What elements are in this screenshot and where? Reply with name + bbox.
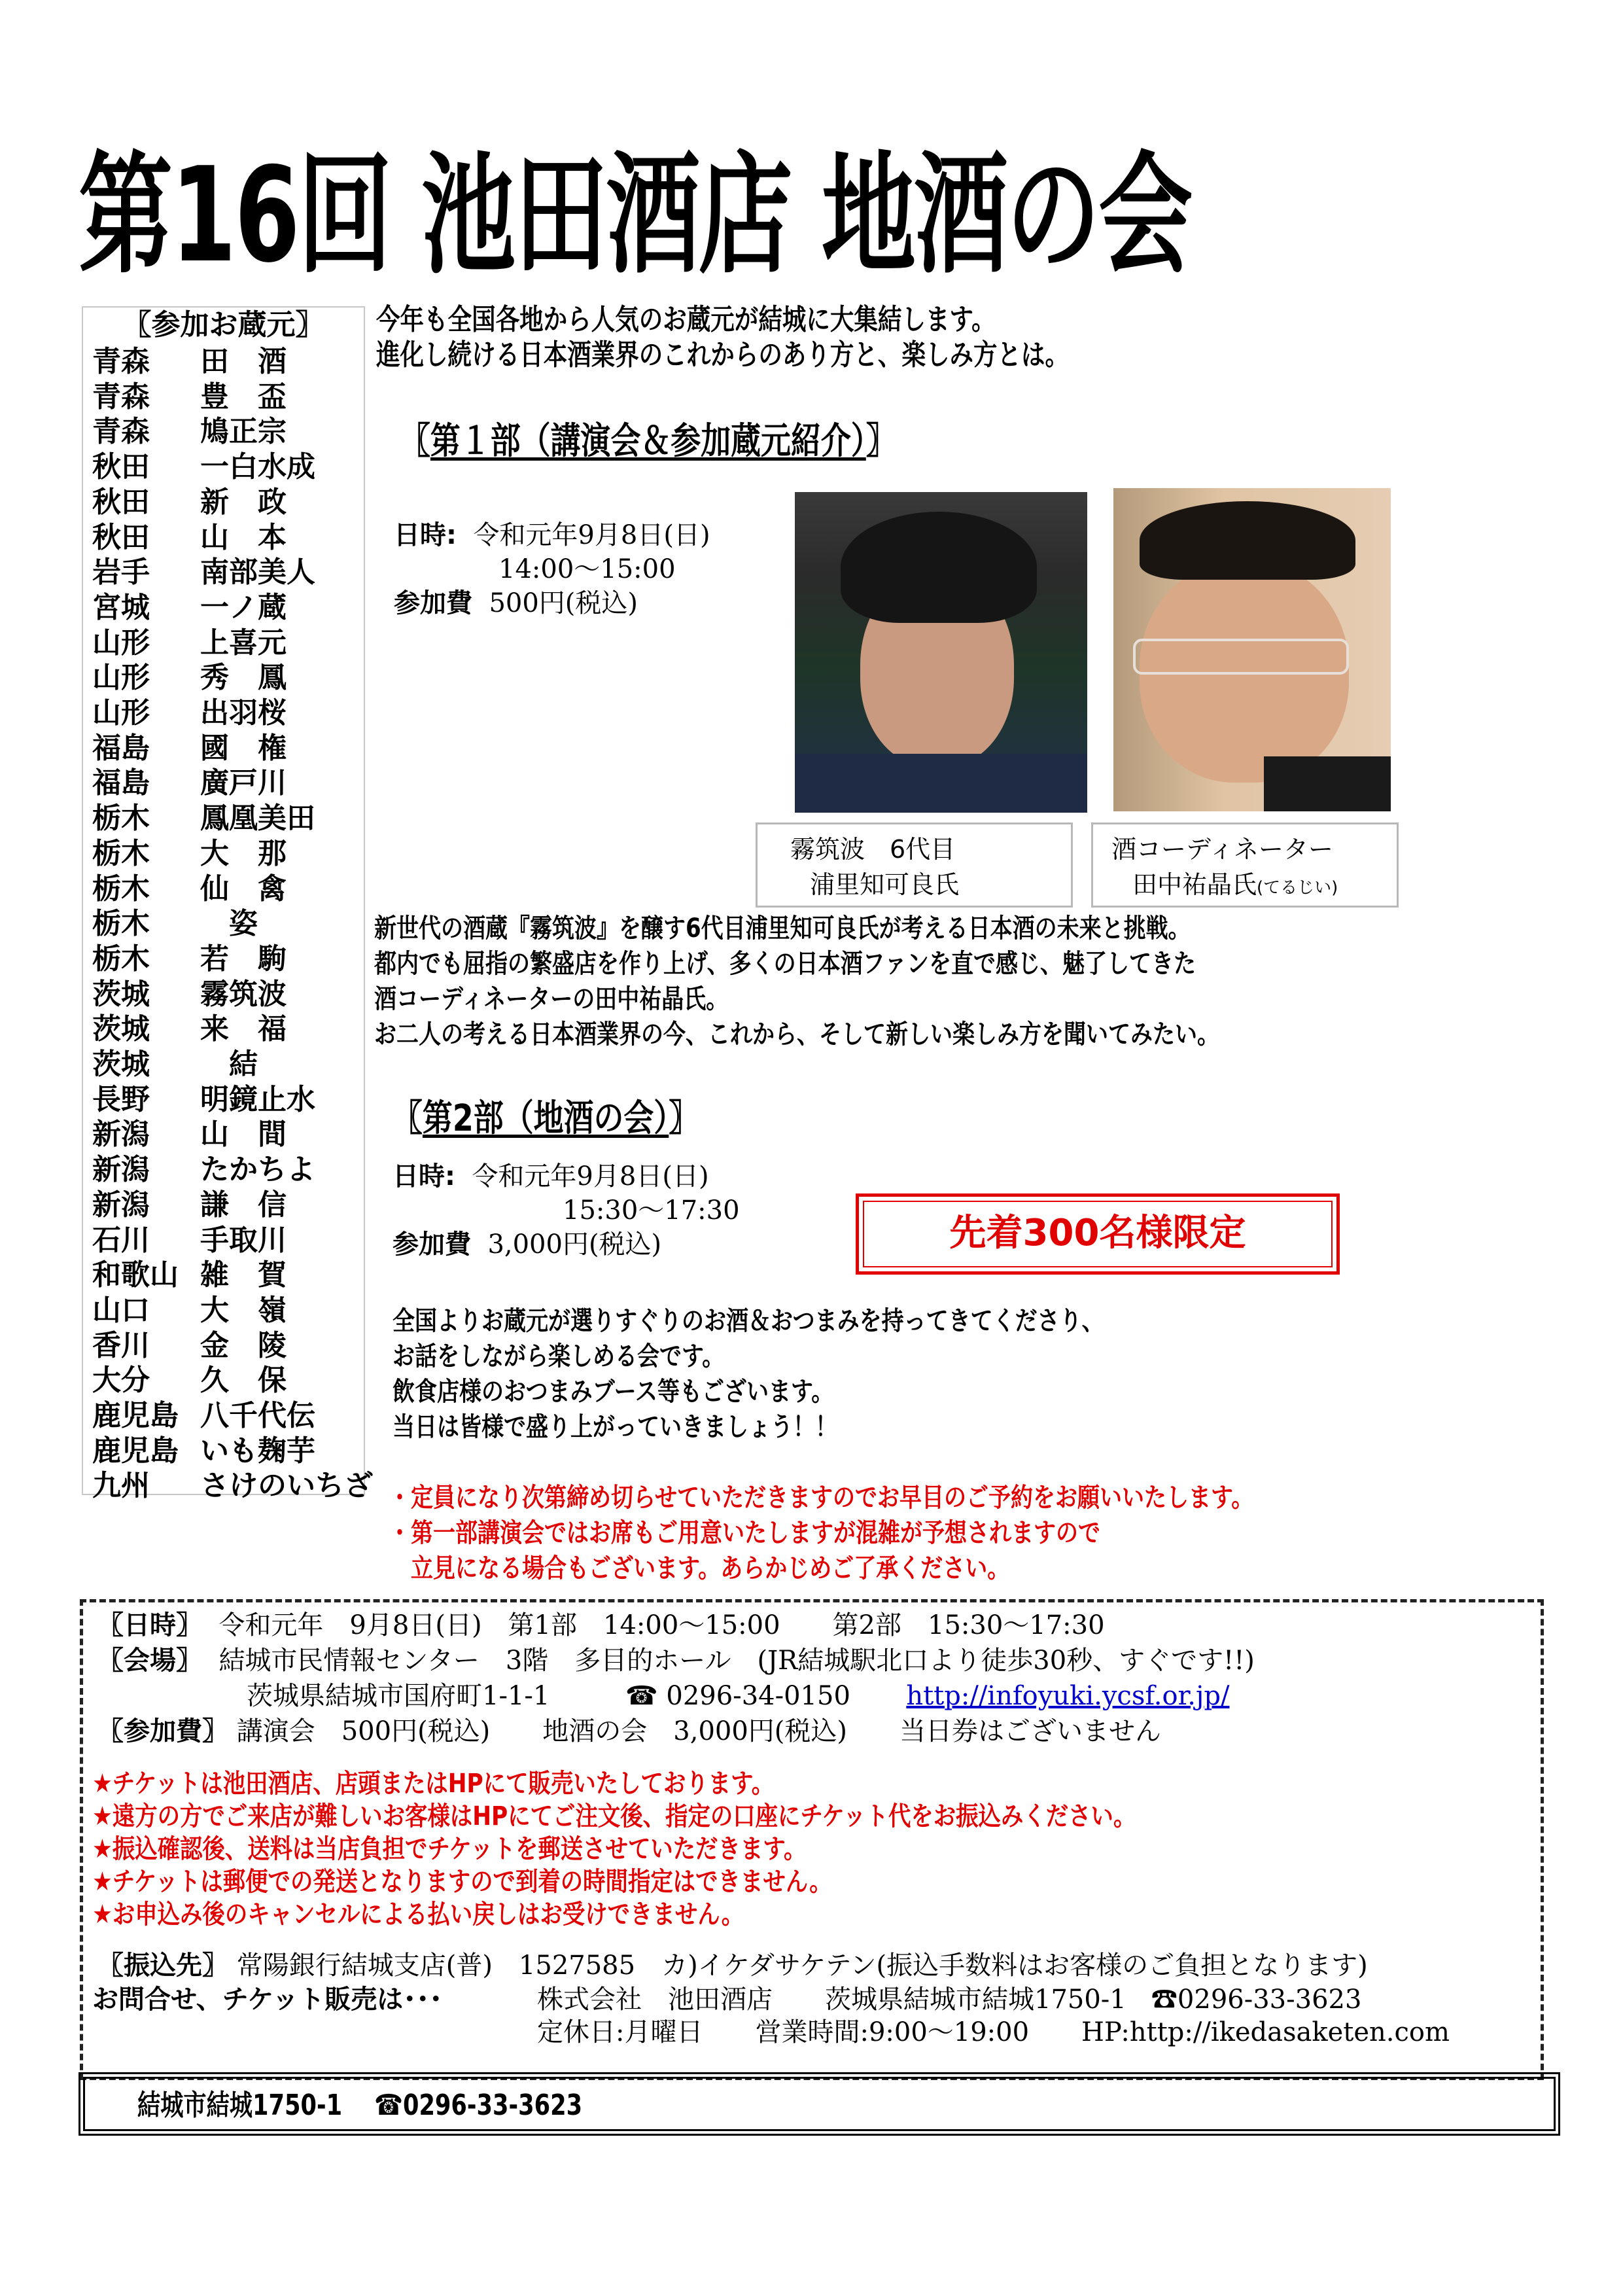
brewer-prefecture: 宮城 [92,590,150,624]
brewer-name: 結 [200,1048,258,1081]
fee-label: 参加費 [394,588,472,618]
brewer-name: 明鏡止水 [200,1082,315,1116]
fee-label: 参加費 [393,1229,471,1260]
details-fee-row: 〖参加費〗 講演会 500円(税込) 地酒の会 3,000円(税込) 当日券はございません [97,1716,1161,1746]
brewer-name: 大 那 [200,836,287,870]
brewer-prefecture: 岩手 [92,556,150,590]
date-label: 日時: [393,1161,455,1192]
brewer-prefecture: 新潟 [92,1188,150,1222]
time-value: 15:30～17:30 [563,1195,740,1226]
speaker-caption-tanaka: 酒コーディネーター 田中祐晶氏(てるじい) [1091,822,1399,908]
brewer-name: 謙 信 [200,1188,287,1222]
part2-heading: 〖第2部（地酒の会）〗 [393,1097,699,1140]
brewer-prefecture: 長野 [92,1082,150,1116]
brewer-name: さけのいちざ [200,1469,373,1503]
brewer-item [92,1012,287,1047]
phone-icon: ☎ [1151,1985,1178,2015]
footer-address: 結城市結城1750-1 [137,2089,343,2122]
brewer-item [92,801,315,836]
brewer-prefecture: 福島 [92,731,150,765]
brewer-name: 山 本 [200,520,287,554]
brewer-item [92,696,287,731]
intro-line: 進化し続ける日本酒業界のこれからのあり方と、楽しみ方とは。 [376,338,1070,372]
contact-hours-row: 定休日:月曜日 営業時間:9:00～19:00 HP:http://ikedasaketen.com [537,2017,1450,2047]
brewer-item [92,1328,287,1364]
fee-value: 3,000円(税込) [487,1229,662,1260]
brewer-prefecture: 青森 [92,415,150,449]
limit-badge: 先着300名様限定 [856,1193,1340,1275]
brewer-item [92,1293,287,1328]
ticket-note: ★お申込み後のキャンセルによる払い戻しはお受けできません。 [92,1899,744,1930]
brewer-name: 上喜元 [200,626,287,660]
brewer-item [92,344,287,380]
ticket-note: ★チケットは池田酒店、店頭またはHPにて販売いたしております。 [92,1769,775,1799]
speaker-photo-tanaka [1113,488,1391,811]
speaker-caption-urasato: 霧筑波 6代目 浦里知可良氏 [756,822,1073,908]
brewer-prefecture: 大分 [92,1364,150,1398]
brewer-prefecture: 福島 [92,766,150,800]
brewer-name: 金 陵 [200,1328,287,1362]
brewer-name: 田 酒 [200,345,287,378]
brewer-prefecture: 秋田 [92,450,150,484]
intro-line: 今年も全国各地から人気のお蔵元が結城に大集結します。 [376,303,996,336]
date-value: 令和元年9月8日(日) [473,520,710,550]
brewer-item [92,1434,315,1469]
brewer-prefecture: 青森 [92,345,150,378]
footer-contact [79,2072,1560,2136]
brewer-name: いも麹芋 [200,1434,315,1468]
ticket-note: ★振込確認後、送料は当店負担でチケットを郵送させていただきます。 [92,1834,807,1864]
brewer-prefecture: 新潟 [92,1153,150,1187]
brewer-prefecture: 茨城 [92,977,150,1011]
brewer-name: 来 福 [200,1012,287,1046]
brewers-list [82,306,373,1503]
brewer-item [92,836,287,872]
brewer-name: 姿 [200,907,258,941]
brewers-heading: 〖参加お蔵元〗 [122,308,324,342]
brewer-prefecture: 青森 [92,380,150,414]
brewer-item [92,660,287,696]
brewer-name: 豊 盃 [200,380,287,414]
brewer-name: 若 駒 [200,942,287,976]
brewer-item [92,766,287,801]
brewer-prefecture: 栃木 [92,907,150,941]
details-venue-row: 〖会場〗 結城市民情報センター 3階 多目的ホール (JR結城駅北口より徒歩30秒、すぐです!!) [97,1646,1255,1676]
brewer-prefecture: 香川 [92,1328,150,1362]
brewer-name: 山 間 [200,1118,287,1152]
brewer-prefecture: 山形 [92,661,150,695]
brewer-item [92,977,287,1012]
brewer-item [92,906,258,942]
brewer-name: 秀 鳳 [200,661,287,695]
brewer-name: 國 権 [200,731,287,765]
brewer-prefecture: 九州 [92,1469,150,1503]
phone-icon: ☎ [374,2089,403,2122]
brewer-item [92,1047,258,1082]
brewer-name: 南部美人 [200,556,315,590]
speaker-photo-urasato [795,492,1087,813]
brewer-prefecture: 山口 [92,1293,150,1327]
brewer-prefecture: 茨城 [92,1048,150,1081]
brewer-name: 鳩正宗 [200,415,287,449]
brewer-prefecture: 和歌山 [92,1258,179,1292]
brewer-name: 久 保 [200,1364,287,1398]
brewer-prefecture: 鹿児島 [92,1399,179,1432]
venue-link[interactable]: http://infoyuki.ycsf.or.jp/ [906,1681,1230,1711]
brewer-item [92,942,287,977]
brewer-item [92,414,287,450]
brewer-name: 仙 禽 [200,872,287,906]
date-value: 令和元年9月8日(日) [472,1161,709,1192]
brewer-item [92,590,287,626]
brewer-item [92,380,287,415]
brewer-item [92,1223,287,1258]
part1-info [394,518,710,620]
intro-text [376,302,1069,373]
brewer-prefecture: 栃木 [92,836,150,870]
brewer-item [92,520,287,556]
date-label: 日時: [394,520,457,550]
bank-row: 〖振込先〗 常陽銀行結城支店(普) 1527585 カ)イケダサケテン(振込手数料はお客様のご負担となります) [97,1951,1368,1981]
part2-description: 全国よりお蔵元が選りすぐりのお酒＆おつまみを持ってきてくださり、 お話をしながら楽しめる会です。 飲食店様のおつまみブース等もございます。 当日は皆様で盛り上がっていきましょう！！ [393,1306,1104,1442]
brewer-name: 新 政 [200,485,287,519]
brewer-prefecture: 秋田 [92,485,150,519]
brewer-item [92,1258,287,1293]
brewer-prefecture: 山形 [92,696,150,730]
brewer-name: 廣戸川 [200,766,287,800]
brewer-item [92,1363,287,1398]
brewer-prefecture: 秋田 [92,520,150,554]
brewer-name: たかちよ [200,1153,315,1187]
brewer-item [92,1188,287,1223]
brewer-item [92,1082,315,1118]
brewer-item [92,1117,287,1152]
part1-description: 新世代の酒蔵『霧筑波』を醸す6代目浦里知可良氏が考える日本酒の未来と挑戦。 都内でも屈指の繁盛店を作り上げ、多くの日本酒ファンを直で感じ、魅了してきた 酒コーディネーターの田中祐晶氏。 お二人の考える日本酒業界の今、これから、そして新しい楽しみ方を聞いてみたい。 [374,913,1219,1050]
brewer-prefecture: 栃木 [92,872,150,906]
brewer-name: 鳳凰美田 [200,802,315,836]
brewer-prefecture: 栃木 [92,802,150,836]
part1-heading: 〖第１部（講演会＆参加蔵元紹介）〗 [400,420,896,463]
brewer-name: 手取川 [200,1223,287,1257]
brewer-item [92,555,315,590]
brewer-prefecture: 石川 [92,1223,150,1257]
brewer-item [92,450,315,485]
brewer-prefecture: 鹿児島 [92,1434,179,1468]
part2-info [393,1159,740,1262]
phone-icon: ☎ [625,1681,658,1711]
time-value: 14:00～15:00 [498,554,676,584]
brewer-name: 一白水成 [200,450,315,484]
fee-value: 500円(税込) [489,588,638,618]
brewer-item [92,1468,373,1504]
brewer-name: 大 嶺 [200,1293,287,1327]
brewer-item [92,731,287,766]
contact-row: お問合せ、チケット販売は･･･ 株式会社 池田酒店 茨城県結城市結城1750-1 ☎0296-33-3623 [92,1985,1362,2015]
brewer-item [92,626,287,661]
brewer-prefecture: 新潟 [92,1118,150,1152]
brewer-name: 八千代伝 [200,1399,315,1432]
brewer-item [92,485,287,520]
brewer-prefecture: 栃木 [92,942,150,976]
brewer-name: 出羽桜 [200,696,287,730]
ticket-note: ★遠方の方でご来店が難しいお客様はHPにてご注文後、指定の口座にチケット代をお振込みください。 [92,1801,1136,1831]
brewer-name: 霧筑波 [200,977,287,1011]
brewer-name: 一ノ蔵 [200,590,287,624]
footer-phone: 0296-33-3623 [402,2089,583,2122]
brewer-prefecture: 山形 [92,626,150,660]
page-title: 第16回 池田酒店 地酒の会 [79,139,1191,292]
details-venue-address-row: 茨城県結城市国府町1-1-1 ☎ 0296-34-0150 http://infoyuki.ycsf.or.jp/ [247,1681,1230,1711]
brewer-item [92,1398,315,1434]
brewer-item [92,872,287,907]
details-date-row: 〖日時〗 令和元年 9月8日(日) 第1部 14:00～15:00 第2部 15:30～17:30 [97,1610,1105,1640]
event-details [80,1599,1544,2080]
brewer-prefecture: 茨城 [92,1012,150,1046]
brewer-item [92,1152,315,1188]
part2-notices: ・定員になり次第締め切らせていただきますのでお早目のご予約をお願いいたします。 ・第一部講演会ではお席もご用意いたしますが混雑が予想されますので 立見になる場合もございます。あらかじめご了承ください。 [389,1483,1254,1583]
brewer-name: 雑 賀 [200,1258,287,1292]
ticket-note: ★チケットは郵便での発送となりますので到着の時間指定はできません。 [92,1867,832,1897]
